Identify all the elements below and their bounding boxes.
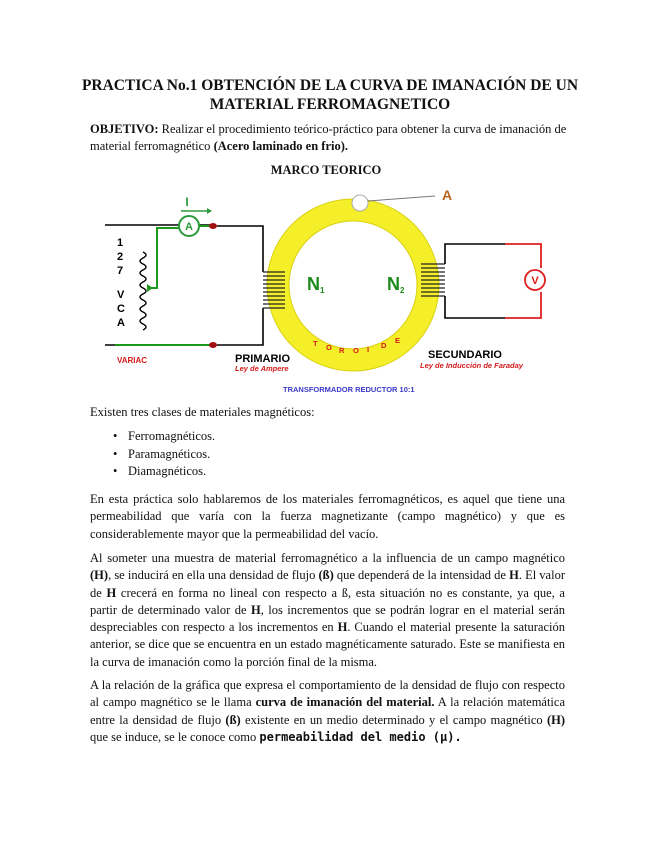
svg-text:O: O: [326, 343, 332, 352]
secondary-wire-black: [445, 244, 505, 318]
svg-text:D: D: [381, 341, 387, 350]
objective-paragraph: [90, 121, 570, 155]
point-a-label: A: [442, 187, 453, 203]
svg-text:O: O: [353, 346, 359, 355]
classes-list: [90, 428, 215, 481]
svg-text:7: 7: [117, 265, 124, 277]
supply-label: [117, 237, 125, 329]
secundario-sublabel: Ley de Inducción de Faraday: [420, 361, 523, 370]
current-arrowhead-icon: [207, 208, 212, 214]
transformer-diagram: [95, 180, 560, 405]
svg-text:A: A: [117, 317, 125, 329]
variac-arrow-icon: [147, 284, 153, 292]
voltmeter-symbol: V: [531, 275, 539, 287]
n1-label: N1: [307, 274, 325, 295]
variac-coil: [140, 252, 146, 330]
n2-label: N2: [387, 274, 405, 295]
svg-text:2: 2: [117, 251, 124, 263]
primario-sublabel: Ley de Ampere: [235, 364, 289, 373]
list-item: • Paramagnéticos.: [128, 446, 215, 464]
svg-text:T: T: [313, 339, 318, 348]
svg-text:I: I: [367, 345, 370, 354]
svg-text:1: 1: [117, 237, 124, 249]
primary-wire-black: [217, 226, 263, 345]
primary-wire-green: [115, 226, 211, 345]
list-item: • Diamagnéticos.: [128, 463, 215, 481]
point-a-line: [368, 196, 435, 201]
point-a-marker: [352, 195, 368, 211]
ammeter-symbol: A: [185, 221, 193, 233]
paragraph-saturation: Al someter una muestra de material ferromagnético a la influencia de un campo magnético (H), se inducirá en ella una densidad de flujo (ß) que dependerá de la intensidad de H. El valor de H crecerá en forma no lineal con respecto a ß, esta situación no es constante, ya que, a partir de determinado valor de H, los incrementos que se podrán lograr en el material serán despreciables con respecto a los incrementos en H. Cuando el material presente la saturación anterior, se dice que se encuentra en un estado magnéticamente saturado. Este se manifiesta en la curva de imanación como la porción final de la misma.: [90, 551, 566, 669]
toroid-core: [278, 210, 428, 360]
permeability-term: permeabilidad del medio (µ).: [259, 729, 462, 744]
objective-label: OBJETIVO:: [90, 122, 159, 136]
objective-material: (Acero laminado en frio).: [213, 139, 349, 153]
transformer-label: TRANSFORMADOR REDUCTOR 10:1: [283, 385, 415, 394]
svg-text:C: C: [117, 303, 125, 315]
variac-label: VARIAC: [117, 356, 148, 365]
section-heading: MARCO TEORICO: [270, 163, 382, 177]
page-title: PRACTICA No.1 OBTENCIÓN DE LA CURVA DE IMANACIÓN DE UN MATERIAL FERROMAGNETICO: [81, 77, 579, 113]
secundario-label: SECUNDARIO: [428, 349, 502, 361]
current-label: I: [185, 195, 189, 209]
primario-label: PRIMARIO: [235, 353, 290, 365]
list-item: • Ferromagnéticos.: [128, 428, 215, 446]
terminal-top: [209, 223, 217, 229]
svg-text:E: E: [395, 336, 401, 345]
terminal-bottom: [209, 342, 217, 348]
objective-text: Realizar el procedimiento teórico-práctico para obtener la curva de imanación de material ferromagnético: [90, 122, 567, 153]
paragraph-curve: A la relación de la gráfica que expresa el comportamiento de la densidad de flujo con respecto al campo magnético se le llama curva de imanación del material. A la relación matemática entre la densidad de flujo (ß) existente en un medio determinado y el campo magnético (H) que se induce, se le conoce como permeabilidad del medio (µ).: [90, 678, 566, 744]
svg-text:V: V: [117, 289, 125, 301]
svg-text:R: R: [339, 346, 345, 355]
paragraph-ferromagnetic: En esta práctica solo hablaremos de los materiales ferromagnéticos, es aquel que tiene una permeabilidad que varía con la fuerza magnetizante (campo magnético) y que es considerablemente mayor que la permeabilidad del vacío.: [90, 492, 565, 541]
intro-text: Existen tres clases de materiales magnéticos:: [90, 405, 315, 419]
